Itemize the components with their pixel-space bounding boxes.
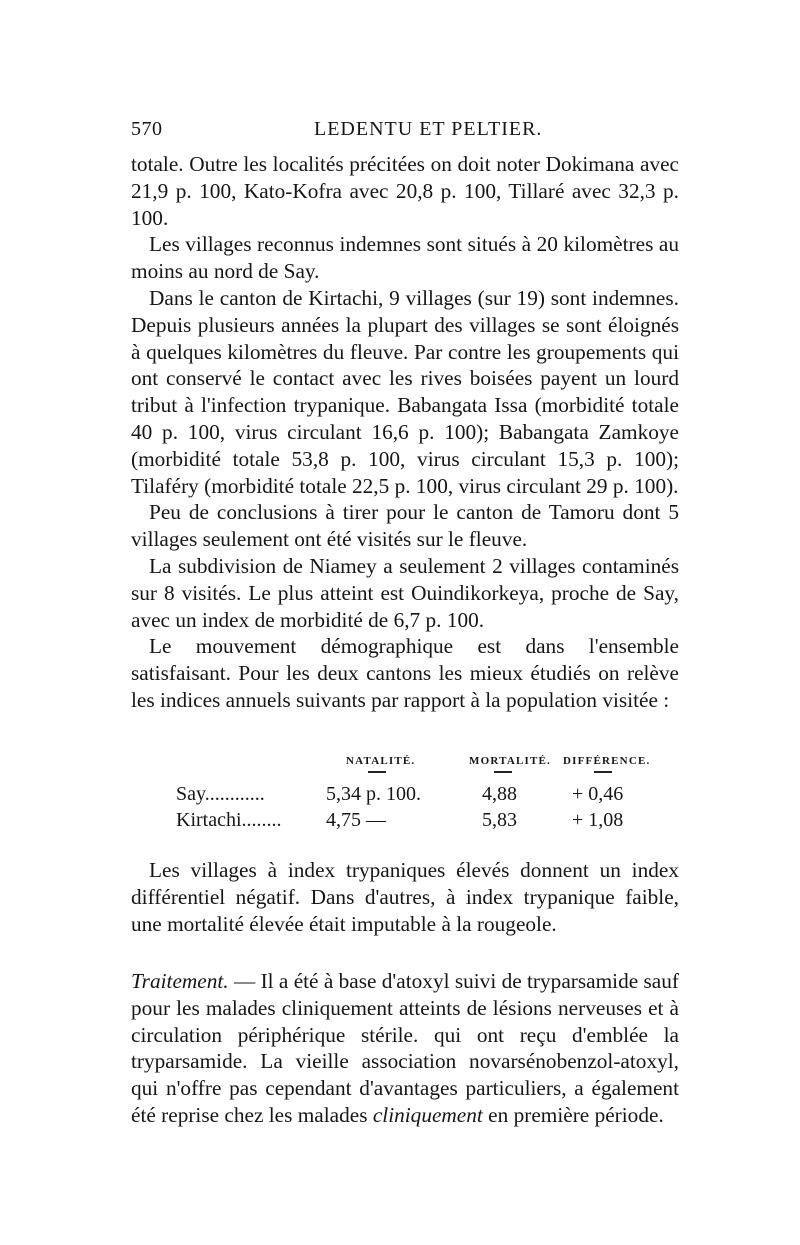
body-text-after-table xyxy=(131,857,679,937)
paragraph: Peu de conclusions à tirer pour le canton de Tamoru dont 5 villages seulement ont été visités sur le fleuve. xyxy=(131,500,679,552)
treatment-paragraph xyxy=(131,968,679,1129)
difference-value: + 0,46 xyxy=(572,783,624,805)
section-lead-heading: Traitement. xyxy=(131,969,229,993)
treatment-section xyxy=(131,968,679,1129)
column-header-mortalite: MORTALITÉ. xyxy=(469,755,552,767)
column-dash xyxy=(368,771,386,773)
row-label: Kirtachi........ xyxy=(176,809,282,831)
column-header-natalite: NATALITÉ. xyxy=(346,755,416,767)
treatment-text-end: en première période. xyxy=(482,1102,664,1127)
running-title: LEDENTU ET PELTIER. xyxy=(314,118,543,140)
paragraph: Le mouvement démographique est dans l'ensemble satisfaisant. Pour les deux cantons les mieux étudiés on relève les indices annuels suivants par rapport à la population visitée : xyxy=(131,634,679,712)
body-text xyxy=(131,151,679,714)
row-label: Say............ xyxy=(176,783,265,805)
mortalite-value: 4,88 xyxy=(482,783,517,805)
running-head xyxy=(131,118,679,148)
column-header-difference: DIFFÉRENCE. xyxy=(563,755,651,767)
paragraph: Les villages reconnus indemnes sont situés à 20 kilomètres au moins au nord de Say. xyxy=(131,232,679,284)
paragraph: Les villages à index trypaniques élevés donnent un index différentiel négatif. Dans d'autres, à index trypanique faible, une mortalité élevée était imputable à la rougeole. xyxy=(131,858,679,936)
paragraph: totale. Outre les localités précitées on doit noter Dokimana avec 21,9 p. 100, Kato-Kofra avec 20,8 p. 100, Tillaré avec 32,3 p. 100. xyxy=(131,152,679,230)
natalite-value: 5,34 p. 100. xyxy=(326,783,421,805)
difference-value: + 1,08 xyxy=(572,809,624,831)
demographic-table xyxy=(176,755,651,835)
column-dash xyxy=(594,771,612,773)
table-header-row xyxy=(176,755,651,783)
column-dash xyxy=(494,771,512,773)
table-row xyxy=(176,809,646,835)
natalite-value: 4,75 — xyxy=(326,809,386,831)
emphasized-word: cliniquement xyxy=(372,1102,483,1127)
mortalite-value: 5,83 xyxy=(482,809,517,831)
paragraph: Dans le canton de Kirtachi, 9 villages (sur 19) sont indemnes. Depuis plusieurs années la plupart des villages se sont éloignés à quelques kilomètres du fleuve. Par contre les groupements qui ont conservé le contact avec les rives boisées payent un lourd tribut à l'infection trypanique. Babangata Issa (morbidité totale 40 p. 100, virus circulant 16,6 p. 100); Babangata Zamkoye (morbidité totale 53,8 p. 100, virus circulant 15,3 p. 100); Tilaféry (morbidité totale 22,5 p. 100, virus circulant 29 p. 100). xyxy=(131,285,679,498)
table-row xyxy=(176,783,646,809)
page-number: 570 xyxy=(131,118,163,140)
paragraph: La subdivision de Niamey a seulement 2 villages contaminés sur 8 visités. Le plus atteint est Ouindikorkeya, proche de Say, avec un index de morbidité de 6,7 p. 100. xyxy=(131,553,679,632)
treatment-text: — Il a été à base d'atoxyl suivi de tryparsamide sauf pour les malades cliniquement atteints de lésions nerveuses et à circulation périphérique stérile. qui ont reçu d'emblée la tryparsamide. La vieille association novarsénobenzol-atoxyl, qui n'offre pas cependant d'avantages particuliers, a également été reprise chez les malades xyxy=(131,969,679,1127)
